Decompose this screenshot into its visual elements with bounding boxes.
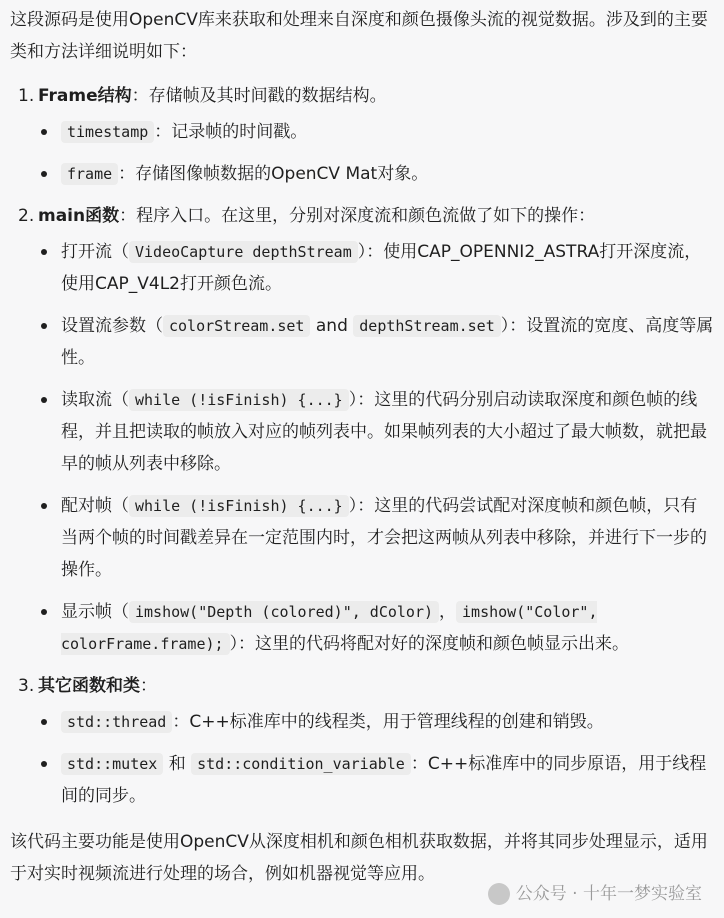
item-text: ）：这里的代码分别启动读取深度和颜色帧的线程，并且把读取的帧放入对应的帧列表中。如果帧列表的大小超过了最大帧数，就把最早的帧从列表中移除。: [61, 390, 707, 474]
item-text: ）：这里的代码尝试配对深度帧和颜色帧，只有当两个帧的时间戳差异在一定范围内时，才会把这两帧从列表中移除，并进行下一步的操作。: [61, 496, 707, 580]
inline-code: std::mutex: [61, 753, 163, 775]
inline-code: imshow("Color", colorFrame.frame);: [61, 603, 598, 653]
section-title: 其它函数和类: [38, 676, 140, 696]
section-desc: ：存储帧及其时间戳的数据结构。: [131, 86, 387, 106]
item-text: ：C++标准库中的线程类，用于管理线程的创建和销毁。: [172, 712, 604, 732]
outro-paragraph: 该代码主要功能是使用OpenCV从深度相机和颜色相机获取数据，并将其同步处理显示，适用于对实时视频流进行处理的场合，例如机器视觉等应用。: [10, 832, 708, 884]
watermark-text: 公众号 · 十年一梦实验室: [515, 884, 702, 904]
section-item: [10, 200, 714, 660]
item-text: ：C++标准库中的同步原语，用于线程间的同步。: [61, 754, 707, 806]
section-title: Frame结构: [38, 86, 132, 106]
item-prefix: 设置流参数（: [61, 316, 163, 336]
section-item: [10, 670, 714, 812]
inline-code: colorStream.set: [163, 315, 310, 337]
list-item: [38, 596, 714, 660]
item-text: ：记录帧的时间戳。: [154, 122, 308, 142]
section-desc: ：: [140, 676, 157, 696]
inline-code: imshow("Depth (colored)", dColor): [129, 601, 439, 623]
sub-list: [38, 116, 714, 190]
list-item: [38, 116, 714, 148]
section-item: [10, 80, 714, 190]
item-prefix: 打开流（: [61, 242, 129, 262]
item-connector: ，: [439, 602, 457, 622]
item-connector: and: [310, 316, 354, 336]
item-prefix: 显示帧（: [61, 602, 129, 622]
inline-code: timestamp: [61, 121, 154, 143]
sub-list: [38, 236, 714, 660]
sub-list: [38, 706, 714, 812]
inline-code: while (!isFinish) {...}: [129, 495, 349, 517]
section-title: main函数: [38, 206, 120, 226]
list-item: [38, 748, 714, 812]
inline-code: while (!isFinish) {...}: [129, 389, 349, 411]
list-item: [38, 310, 714, 374]
watermark: [488, 882, 702, 906]
section-list: [10, 80, 714, 812]
item-text: ）：这里的代码将配对好的深度帧和颜色帧显示出来。: [229, 634, 630, 654]
item-text: ）：设置流的宽度、高度等属性。: [61, 316, 714, 368]
inline-code: std::condition_variable: [191, 753, 411, 775]
list-item: [38, 158, 714, 190]
item-connector: 和: [163, 754, 192, 774]
section-number: 3.: [18, 676, 35, 696]
list-item: [38, 490, 714, 586]
section-number: 2.: [18, 206, 35, 226]
list-item: [38, 236, 714, 300]
section-number: 1.: [18, 86, 35, 106]
section-desc: ：程序入口。在这里，分别对深度流和颜色流做了如下的操作：: [119, 206, 596, 226]
inline-code: std::thread: [61, 711, 172, 733]
item-text: ：存储图像帧数据的OpenCV Mat对象。: [118, 164, 429, 184]
item-prefix: 配对帧（: [61, 496, 129, 516]
item-text: ）：使用CAP_OPENNI2_ASTRA打开深度流，使用CAP_V4L2打开颜色流。: [61, 242, 702, 294]
list-item: [38, 384, 714, 480]
inline-code: frame: [61, 163, 118, 185]
item-prefix: 读取流（: [61, 390, 129, 410]
intro-paragraph: 这段源码是使用OpenCV库来获取和处理来自深度和颜色摄像头流的视觉数据。涉及到的主要类和方法详细说明如下：: [10, 10, 708, 62]
inline-code: depthStream.set: [353, 315, 500, 337]
wechat-icon: [488, 883, 510, 905]
inline-code: VideoCapture depthStream: [129, 241, 358, 263]
list-item: [38, 706, 714, 738]
